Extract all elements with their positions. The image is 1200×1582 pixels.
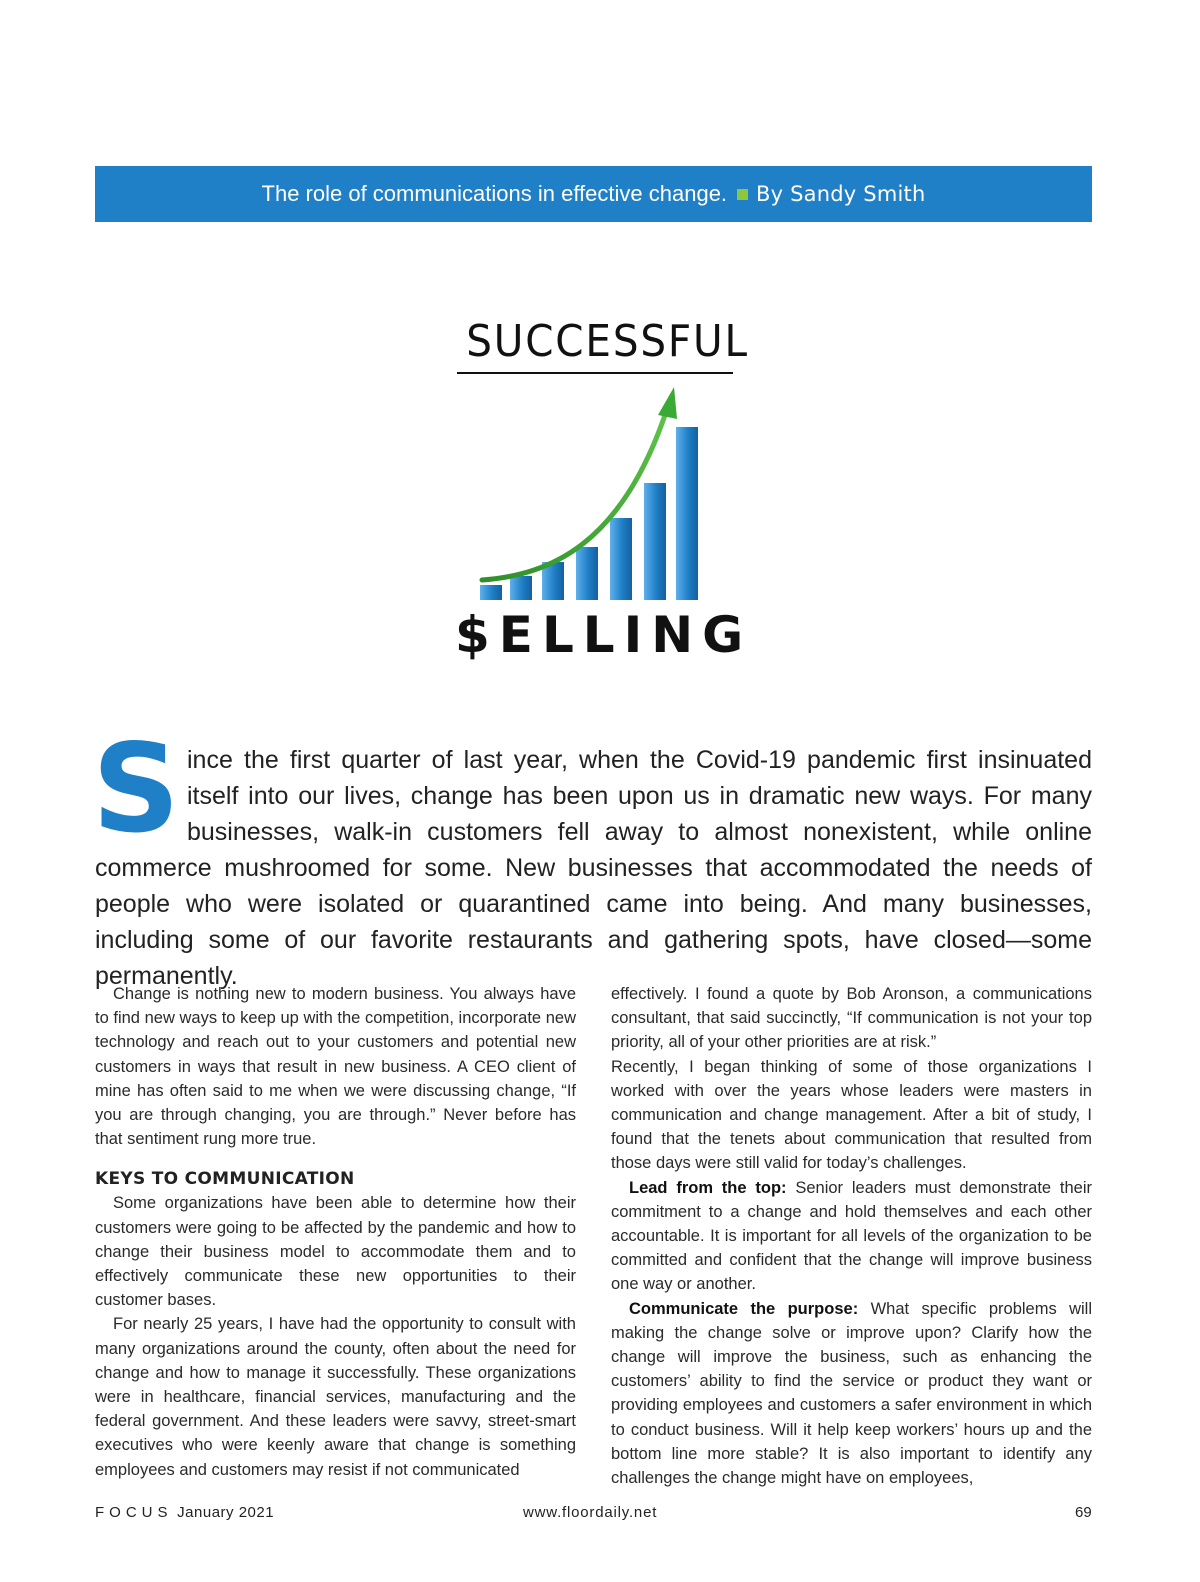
body-paragraph: Recently, I began thinking of some of those organizations I worked with over the years whose leaders were masters in communication and change management. After a bit of study, I found that the tenets about communication that resulted from those days were still valid for today’s challenges. <box>611 1057 1092 1173</box>
page-number: 69 <box>1075 1504 1092 1521</box>
headline-rule <box>457 372 733 374</box>
body-paragraph: Lead from the top: Senior leaders must demonstrate their commitment to a change and hold themselves and each other accountable. It is important for all levels of the organization to be committed and confident that the change will improve business one way or another. <box>611 1178 1092 1294</box>
lead-paragraph <box>95 742 1092 994</box>
lead-text: ince the first quarter of last year, when the Covid-19 pandemic first insinuated itself into our lives, change has been upon us in dramatic new ways. For many businesses, walk-in customers fell away to almost nonexistent, while online commerce mushroomed for some. New businesses that accommodated the needs of people who were isolated or quarantined came into being. And many businesses, including some of our favorite restaurants and gathering spots, have closed—some permanently. <box>95 746 1092 990</box>
body-paragraph: For nearly 25 years, I have had the opportunity to consult with many organizations around the county, often about the need for change and how to manage it successfully. These organizations were in healthcare, financial services, manufacturing and the federal government. And these leaders were savvy, street-smart executives who were keenly aware that change is something employees and customers may resist if not communicated <box>95 1315 576 1479</box>
rising-bar-chart-with-arrow-icon <box>470 385 710 603</box>
body-column-right <box>611 982 1092 1490</box>
body-paragraph: Communicate the purpose: What specific problems will making the change solve or improve upon? Clarify how the change will improve the business, such as enhancing the customers’ ability to find the service or product they want or providing employees and customers a safer environment in which to conduct business. Will it help keep workers’ hours up and the bottom line more stable? It is also important to identify any challenges the change might have on employees, <box>611 1299 1093 1488</box>
body-column-left <box>95 982 576 1482</box>
headline-bottom: $ELLING <box>455 606 753 664</box>
drop-cap: S <box>92 718 180 860</box>
issue-date: January 2021 <box>177 1504 275 1521</box>
bullet-square-icon <box>737 189 748 200</box>
growth-arrow-icon <box>482 415 665 580</box>
article-byline: By Sandy Smith <box>756 182 926 206</box>
headline-top: SUCCESSFUL <box>466 316 749 367</box>
header-banner <box>95 166 1092 222</box>
footer-publication <box>95 1504 274 1521</box>
body-paragraph: effectively. I found a quote by Bob Aronson, a communications consultant, that said succinctly, “If communication is not your top priority, all of your other priorities are at risk.” <box>611 985 1092 1052</box>
arrow-head-icon <box>658 387 677 419</box>
section-heading: KEYS TO COMMUNICATION <box>95 1169 355 1190</box>
body-paragraph: Some organizations have been able to determine how their customers were going to be affected by the pandemic and how to change their business model to accommodate them and to effectively communicate these new opportunities to their customer bases. <box>95 1194 576 1310</box>
footer-website: www.floordaily.net <box>523 1504 658 1521</box>
publication-name: FOCUS <box>95 1504 173 1521</box>
run-in-heading: Lead from the top: <box>629 1178 787 1197</box>
article-subtitle: The role of communications in effective change. <box>261 181 728 206</box>
body-paragraph: Change is nothing new to modern business. You always have to find new ways to keep up with the competition, incorporate new technology and reach out to your customers and potential new customers in ways that result in new business. A CEO client of mine has often said to me when we were discussing change, “If you are through changing, you are through.” Never before has that sentiment rung more true. <box>95 985 576 1149</box>
run-in-heading: Communicate the purpose: <box>629 1299 859 1318</box>
